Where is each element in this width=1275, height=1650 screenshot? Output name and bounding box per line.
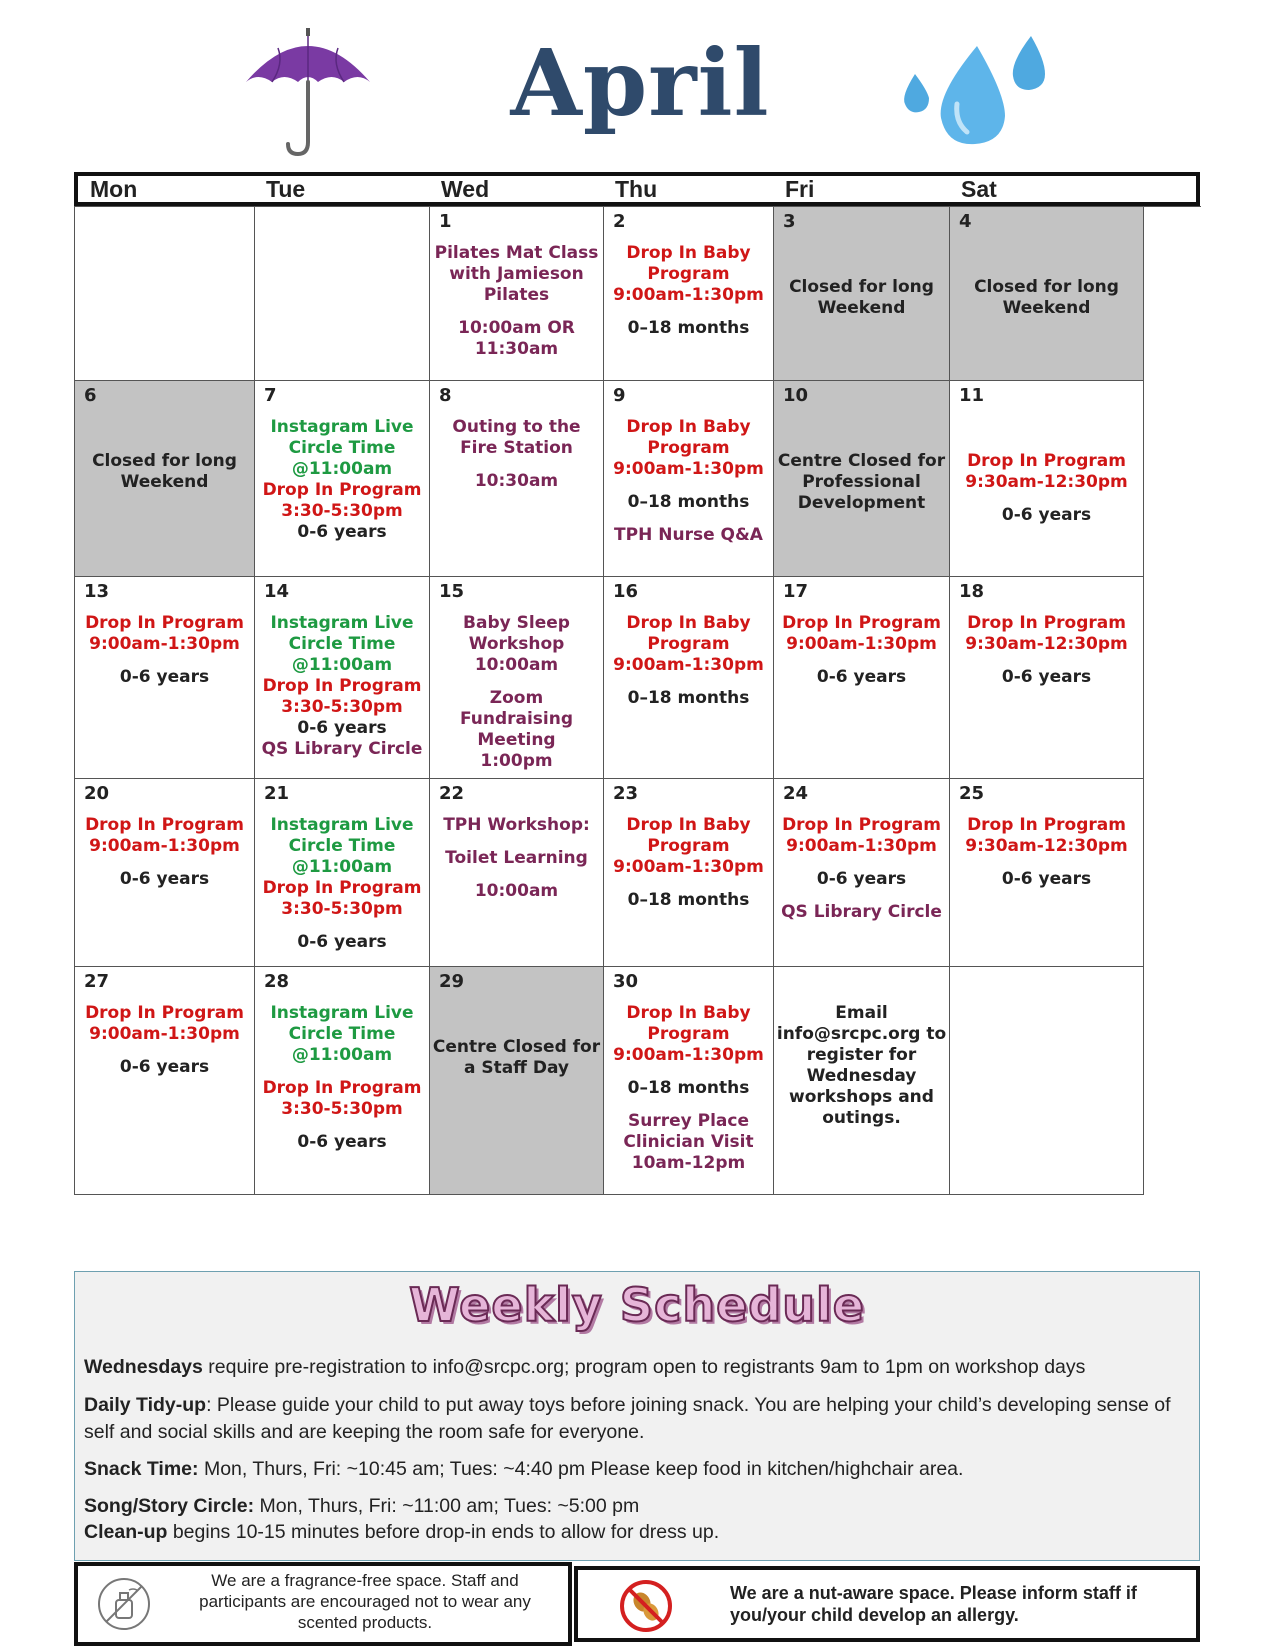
event-line: outings. [822,1108,901,1128]
day-number: 24 [783,783,809,804]
event-line: 1:00pm [480,751,553,771]
wednesdays-note: Wednesdays require pre-registration to info@srcpc.org; program open to registrants 9am to 1pm on workshop days [84,1356,1086,1378]
event-line: QS Library Circle [781,902,942,922]
line-spacer [776,890,947,902]
event-line: @11:00am [291,655,393,675]
snack-time-note: Snack Time: Mon, Thurs, Fri: ~10:45 am; Tues: ~4:40 pm Please keep food in kitchen/highchair area. [84,1458,964,1480]
event-line: 0-6 years [297,1132,387,1152]
calendar-week-row [75,779,1201,967]
event-line: 9:30am-12:30pm [965,472,1128,492]
water-drops-icon [895,34,1055,154]
event-line: 0-6 years [1001,869,1092,889]
day-cell-10 [774,381,950,577]
day-cell-20 [75,779,255,967]
day-number: 10 [783,385,809,406]
calendar [74,172,1200,1250]
line-spacer [606,480,771,492]
event-line: Fundraising [459,709,574,729]
umbrella-icon [238,24,378,164]
event-details [432,1037,601,1079]
event-line: TPH Workshop: [443,815,590,835]
event-line: Drop In Program [262,480,422,500]
day-cell-16 [604,577,774,779]
day-cell-1 [430,207,604,381]
event-details [432,613,601,772]
event-line: @11:00am [291,1045,393,1065]
day-number: 2 [613,211,626,232]
day-cell-23 [604,779,774,967]
event-details [606,243,771,339]
event-line: QS Library Circle [261,739,423,759]
day-cell-17 [774,577,950,779]
calendar-week-row [75,577,1201,779]
event-line: Drop In Baby [626,417,751,437]
event-line: 10:00am [474,655,559,675]
event-line: Centre Closed for [777,451,946,471]
calendar-week-row [75,207,1201,381]
fragrance-free-notice [74,1562,572,1646]
fragrance-free-text: We are a fragrance-free space. Staff and participants are encouraged not to wear any scented products. [199,1571,531,1632]
event-line: Closed for long [789,277,934,297]
event-line: 10:00am OR [458,318,575,338]
event-line: 9:00am-1:30pm [613,285,764,305]
nut-aware-text: We are a nut-aware space. Please inform staff if you/your child develop an allergy. [730,1583,1137,1625]
calendar-week-row [75,381,1201,577]
line-spacer [776,857,947,869]
line-spacer [432,459,601,471]
day-number: 1 [439,211,452,232]
event-details [776,451,947,514]
event-line: 0–18 months [627,1078,750,1098]
line-spacer [952,655,1141,667]
event-line: @11:00am [291,459,393,479]
event-line: 9:00am-1:30pm [613,857,764,877]
line-spacer [77,655,252,667]
event-line: Drop In Program [262,676,422,696]
event-line: Circle Time [288,1024,396,1044]
event-line: 9:00am-1:30pm [89,1024,240,1044]
event-line: 3:30-5:30pm [281,501,403,521]
event-details [257,1003,427,1153]
day-cell-25 [950,779,1144,967]
day-number: 8 [439,385,452,406]
event-line: Instagram Live [270,1003,414,1023]
day-number: 21 [264,783,290,804]
event-line: Program [647,264,730,284]
event-line: 9:30am-12:30pm [965,836,1128,856]
event-line: 9:00am-1:30pm [89,634,240,654]
day-cell-4 [950,207,1144,381]
day-number: 3 [783,211,796,232]
event-line: Circle Time [288,438,396,458]
event-line: Program [647,634,730,654]
weekday-mon: Mon [90,176,138,202]
event-line: Clinician Visit [623,1132,754,1152]
event-line: 9:00am-1:30pm [613,655,764,675]
day-number: 4 [959,211,972,232]
event-line: Drop In Program [85,815,244,835]
line-spacer [952,493,1141,505]
day-cell-28 [255,967,430,1195]
event-details [606,815,771,911]
line-spacer [776,655,947,667]
event-line: Drop In Baby [626,613,751,633]
line-spacer [606,1099,771,1111]
day-number: 16 [613,581,639,602]
event-line: 3:30-5:30pm [281,1099,403,1119]
event-line: Pilates [483,285,550,305]
day-number: 30 [613,971,639,992]
line-spacer [77,857,252,869]
event-line: Closed for long [974,277,1119,297]
line-spacer [257,1120,427,1132]
event-line: 0–18 months [627,318,750,338]
line-spacer [432,869,601,881]
event-line: 0-6 years [816,869,907,889]
event-line: 0-6 years [1001,505,1092,525]
line-spacer [606,306,771,318]
event-line: Circle Time [288,634,396,654]
event-line: a Staff Day [463,1058,570,1078]
empty-day-cell [255,207,430,381]
event-line: Baby Sleep [463,613,570,633]
event-line: Development [797,493,926,513]
calendar-grid [74,206,1201,1195]
weekly-schedule-title: Weekly Schedule [409,1278,865,1332]
day-cell-15 [430,577,604,779]
day-cell-3 [774,207,950,381]
event-details [952,277,1141,319]
day-number: 18 [959,581,985,602]
event-line: Instagram Live [270,815,414,835]
event-line: info@srcpc.org to [776,1024,947,1044]
page-title: April [510,29,770,137]
day-number: 20 [84,783,110,804]
event-line: 9:00am-1:30pm [786,634,937,654]
empty-day-cell [774,967,950,1195]
event-line: Centre Closed for [432,1037,601,1057]
event-line: Drop In Program [262,878,422,898]
event-line: Drop In Program [967,613,1126,633]
event-details [77,451,252,493]
event-line: Weekend [817,298,906,318]
event-line: @11:00am [291,857,393,877]
calendar-week-row [75,967,1201,1195]
event-details [606,613,771,709]
event-line: Outing to the [452,417,581,437]
event-line: Drop In Baby [626,1003,751,1023]
empty-day-cell [950,967,1144,1195]
day-number: 14 [264,581,290,602]
event-details [257,613,427,760]
event-line: Weekend [1002,298,1091,318]
event-line: Surrey Place [627,1111,749,1131]
event-details [952,815,1141,890]
no-nuts-icon [618,1578,674,1634]
story-circle-note: Song/Story Circle: Mon, Thurs, Fri: ~11:00 am; Tues: ~5:00 pm [84,1495,640,1517]
event-line: Fire Station [460,438,573,458]
day-number: 29 [439,971,465,992]
weekday-wed: Wed [441,176,490,202]
day-cell-9 [604,381,774,577]
event-line: Drop In Baby [626,815,751,835]
event-line: Wednesday [806,1066,917,1086]
day-cell-7 [255,381,430,577]
event-details [77,815,252,890]
event-details [776,613,947,688]
event-details [952,613,1141,688]
day-number: 6 [84,385,97,406]
day-number: 11 [959,385,985,406]
event-line: Drop In Program [782,815,941,835]
event-line: TPH Nurse Q&A [614,525,763,545]
event-line: Toilet Learning [445,848,588,868]
day-cell-8 [430,381,604,577]
event-line: 9:00am-1:30pm [613,459,764,479]
event-line: 0-6 years [297,932,387,952]
event-details [606,417,771,546]
event-line: 9:30am-12:30pm [965,634,1128,654]
tidy-up-note: Daily Tidy-up: Please guide your child to put away toys before joining snack. You are helping your child’s developing sense of self and social skills and are keeping the room safe for everyone. [84,1394,1171,1443]
event-line: 10:30am [474,471,559,491]
day-number: 15 [439,581,465,602]
weekday-fri: Fri [785,176,815,202]
day-number: 17 [783,581,809,602]
event-details [432,243,601,360]
event-line: Email [835,1003,888,1023]
line-spacer [257,1066,427,1078]
event-line: 9:00am-1:30pm [613,1045,764,1065]
event-line: 0-6 years [297,522,387,542]
event-line: 11:30am [474,339,559,359]
event-line: Professional [802,472,921,492]
event-line: Drop In Program [782,613,941,633]
event-line: 0-6 years [119,1057,210,1077]
nut-aware-notice [574,1566,1200,1642]
event-line: 9:00am-1:30pm [786,836,937,856]
day-cell-22 [430,779,604,967]
no-fragrance-icon [96,1576,152,1632]
event-line: 0-6 years [119,869,210,889]
event-line: 10am-12pm [631,1153,746,1173]
event-line: Pilates Mat Class [434,243,599,263]
day-number: 13 [84,581,110,602]
day-cell-29 [430,967,604,1195]
event-details [77,1003,252,1078]
weekday-thu: Thu [615,176,658,202]
event-line: 3:30-5:30pm [281,697,403,717]
event-line: Program [647,1024,730,1044]
empty-day-cell [75,207,255,381]
event-line: Drop In Program [85,1003,244,1023]
weekday-tue: Tue [266,176,306,202]
event-line: Drop In Baby [626,243,751,263]
line-spacer [432,306,601,318]
weekday-sat: Sat [961,176,997,202]
event-line: Drop In Program [85,613,244,633]
event-line: 0-6 years [816,667,907,687]
event-details [257,815,427,953]
weekday-header [74,172,1200,206]
day-cell-30 [604,967,774,1195]
event-line: Instagram Live [270,417,414,437]
event-line: 0-6 years [297,718,387,738]
day-cell-14 [255,577,430,779]
day-cell-18 [950,577,1144,779]
clean-up-note: Clean-up begins 10-15 minutes before drop-in ends to allow for dress up. [84,1521,720,1543]
line-spacer [606,878,771,890]
event-details [257,417,427,543]
line-spacer [77,1045,252,1057]
day-number: 28 [264,971,290,992]
line-spacer [606,1066,771,1078]
day-number: 9 [613,385,626,406]
day-number: 25 [959,783,985,804]
line-spacer [257,920,427,932]
day-cell-24 [774,779,950,967]
day-number: 22 [439,783,465,804]
event-line: Zoom [489,688,544,708]
event-details [776,277,947,319]
event-line: Workshop [468,634,565,654]
line-spacer [606,513,771,525]
event-details [432,815,601,902]
event-line: 0-6 years [119,667,210,687]
weekly-schedule [74,1271,1200,1561]
event-line: 0-6 years [1001,667,1092,687]
event-line: workshops and [789,1087,934,1107]
event-line: 0–18 months [627,688,750,708]
day-cell-21 [255,779,430,967]
event-line: 10:00am [474,881,559,901]
event-line: Weekend [120,472,209,492]
line-spacer [432,836,601,848]
line-spacer [432,676,601,688]
line-spacer [606,676,771,688]
day-number: 27 [84,971,110,992]
day-number: 23 [613,783,639,804]
event-line: 3:30-5:30pm [281,899,403,919]
day-cell-6 [75,381,255,577]
event-line: Drop In Program [967,815,1126,835]
event-details [952,451,1141,526]
event-line: 0–18 months [627,890,750,910]
day-cell-11 [950,381,1144,577]
event-line: 9:00am-1:30pm [89,836,240,856]
event-line: Instagram Live [270,613,414,633]
event-details [606,1003,771,1174]
event-line: Circle Time [288,836,396,856]
event-line: Program [647,438,730,458]
event-line: with Jamieson [449,264,584,284]
day-cell-27 [75,967,255,1195]
day-cell-2 [604,207,774,381]
line-spacer [952,857,1141,869]
day-cell-13 [75,577,255,779]
event-line: Meeting [477,730,556,750]
event-details [432,417,601,492]
event-details [776,815,947,923]
event-details [77,613,252,688]
event-line: register for [806,1045,917,1065]
event-details [776,1003,947,1129]
event-line: 0–18 months [627,492,750,512]
event-line: Drop In Program [967,451,1126,471]
day-number: 7 [264,385,277,406]
event-line: Closed for long [92,451,237,471]
event-line: Program [647,836,730,856]
event-line: Drop In Program [262,1078,422,1098]
